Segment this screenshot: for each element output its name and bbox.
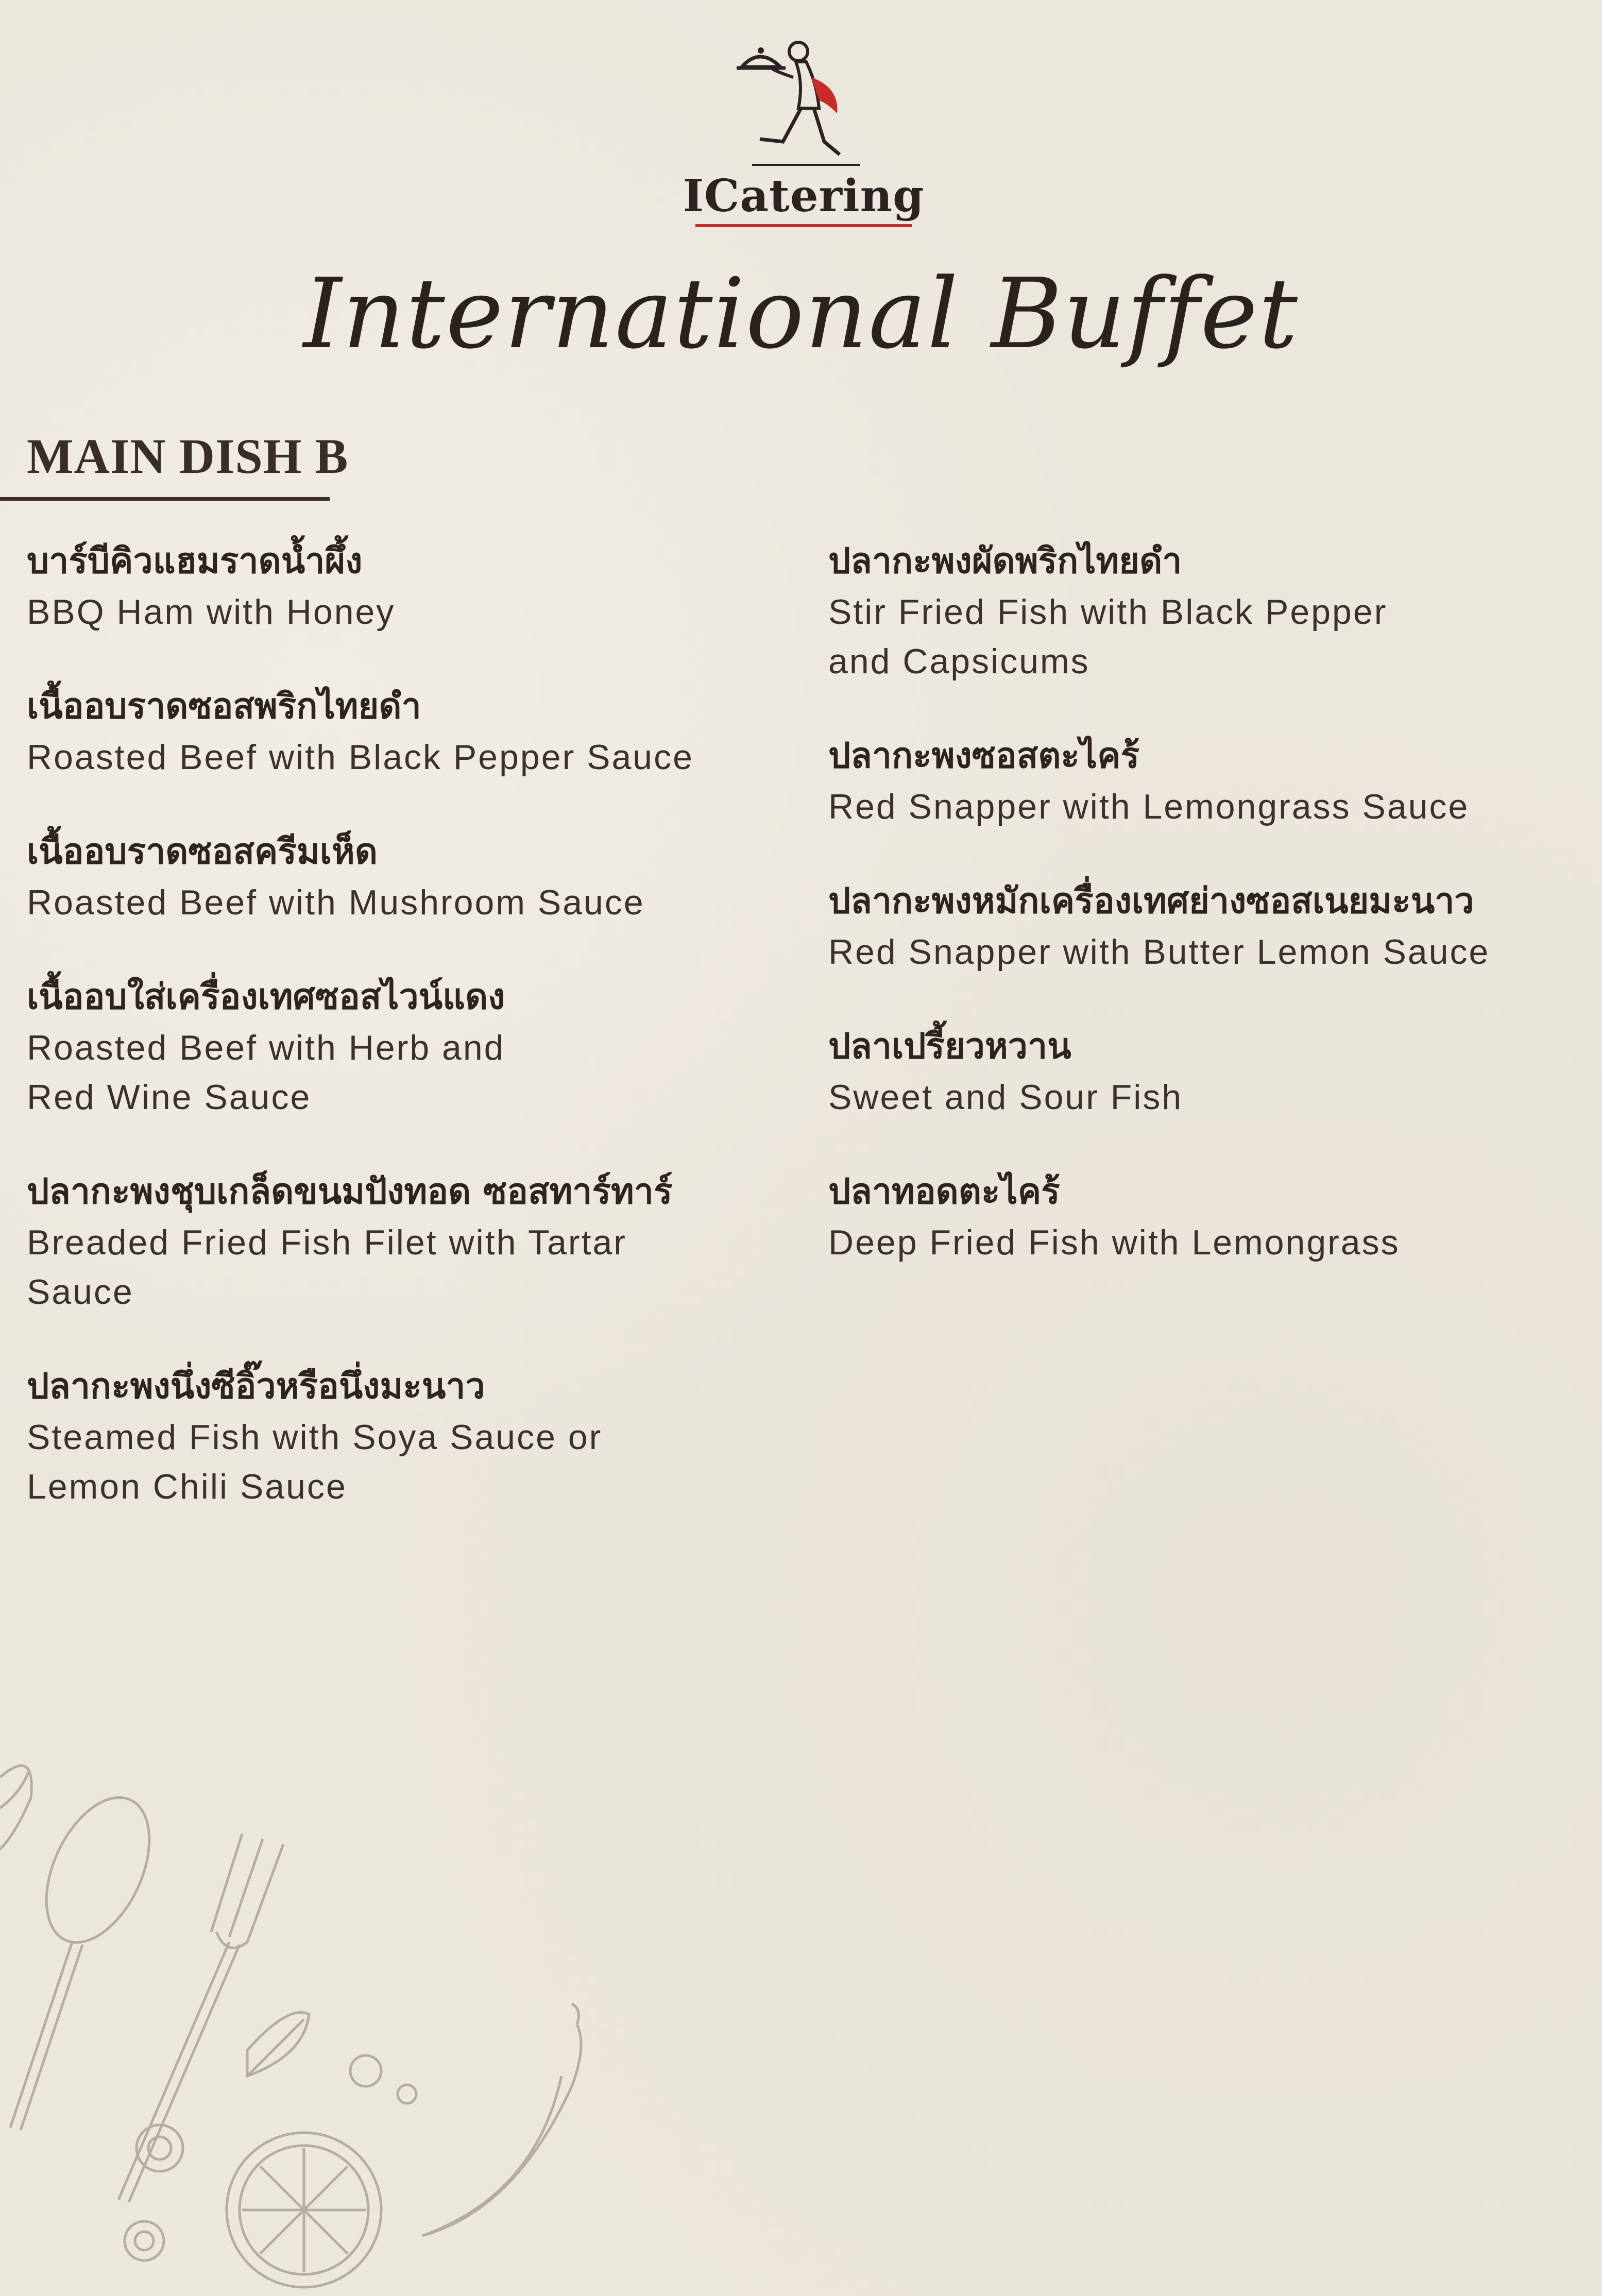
logo [680,31,927,237]
menu-item-thai: เนื้ออบใส่เครื่องเทศซอสไวน์แดง [27,977,505,1017]
menu-item [27,536,789,637]
menu-item-english-line1: Breaded Fried Fish Filet with Tartar [27,1223,627,1262]
menu-item-english-line2: Lemon Chili Sauce [27,1467,347,1506]
menu-column-left [27,536,789,1556]
menu-item-thai: เนื้ออบราดซอสครีมเห็ด [27,831,378,872]
waiter-logo-icon [721,31,876,175]
menu-item-english: Deep Fried Fish with Lemongrass [828,1223,1400,1262]
menu-item-thai: ปลาเปรี้ยวหวาน [828,1026,1071,1067]
menu-item-english-line2: and Capsicums [828,642,1090,681]
menu-item-thai: บาร์บีคิวแฮมราดน้ำผึ้ง [27,541,363,582]
menu-item [828,536,1580,686]
menu-item-thai: เนื้ออบราดซอสพริกไทยดำ [27,686,421,727]
menu-item-english: Red Snapper with Lemongrass Sauce [828,787,1470,826]
menu-item-english-line1: Roasted Beef with Herb and [27,1028,505,1067]
menu-item [828,1021,1580,1122]
section-heading: MAIN DISH B [27,429,349,484]
menu-item-thai: ปลากะพงชุบเกล็ดขนมปังทอด ซอสทาร์ทาร์ [27,1171,673,1212]
menu-item-english-line1: Steamed Fish with Soya Sauce or [27,1418,603,1457]
menu-item [27,1361,789,1511]
brand-underline [695,224,912,227]
page-title: International Buffet [303,258,1299,370]
menu-item [27,972,789,1122]
menu-item-english-line1: Stir Fried Fish with Black Pepper [828,592,1388,632]
menu-item-thai: ปลาทอดตะไคร้ [828,1171,1060,1212]
menu-column-right [828,536,1580,1312]
menu-item-english: BBQ Ham with Honey [27,592,396,632]
menu-item [828,1166,1580,1267]
menu-item-english: Roasted Beef with Black Pepper Sauce [27,738,694,777]
menu-item-english: Red Snapper with Butter Lemon Sauce [828,932,1490,972]
menu-item [27,826,789,927]
menu-item-thai: ปลากะพงนึ่งซีอิ๊วหรือนึ่งมะนาว [27,1366,485,1407]
section-divider [0,497,330,501]
menu-item [828,876,1580,977]
menu-item [828,730,1580,831]
menu-item [27,1166,789,1317]
menu-item-thai: ปลากะพงผัดพริกไทยดำ [828,541,1182,582]
brand-name: ICatering [683,170,925,222]
menu-item-thai: ปลากะพงซอสตะไคร้ [828,736,1140,776]
kitchen-illustration-icon [0,1715,618,2296]
menu-item-english-line2: Sauce [27,1272,134,1312]
menu-item-english-line2: Red Wine Sauce [27,1078,312,1117]
menu-item-english: Sweet and Sour Fish [828,1078,1183,1117]
menu-item [27,681,789,782]
menu-item-english: Roasted Beef with Mushroom Sauce [27,883,645,922]
menu-item-thai: ปลากะพงหมักเครื่องเทศย่างซอสเนยมะนาว [828,881,1474,922]
